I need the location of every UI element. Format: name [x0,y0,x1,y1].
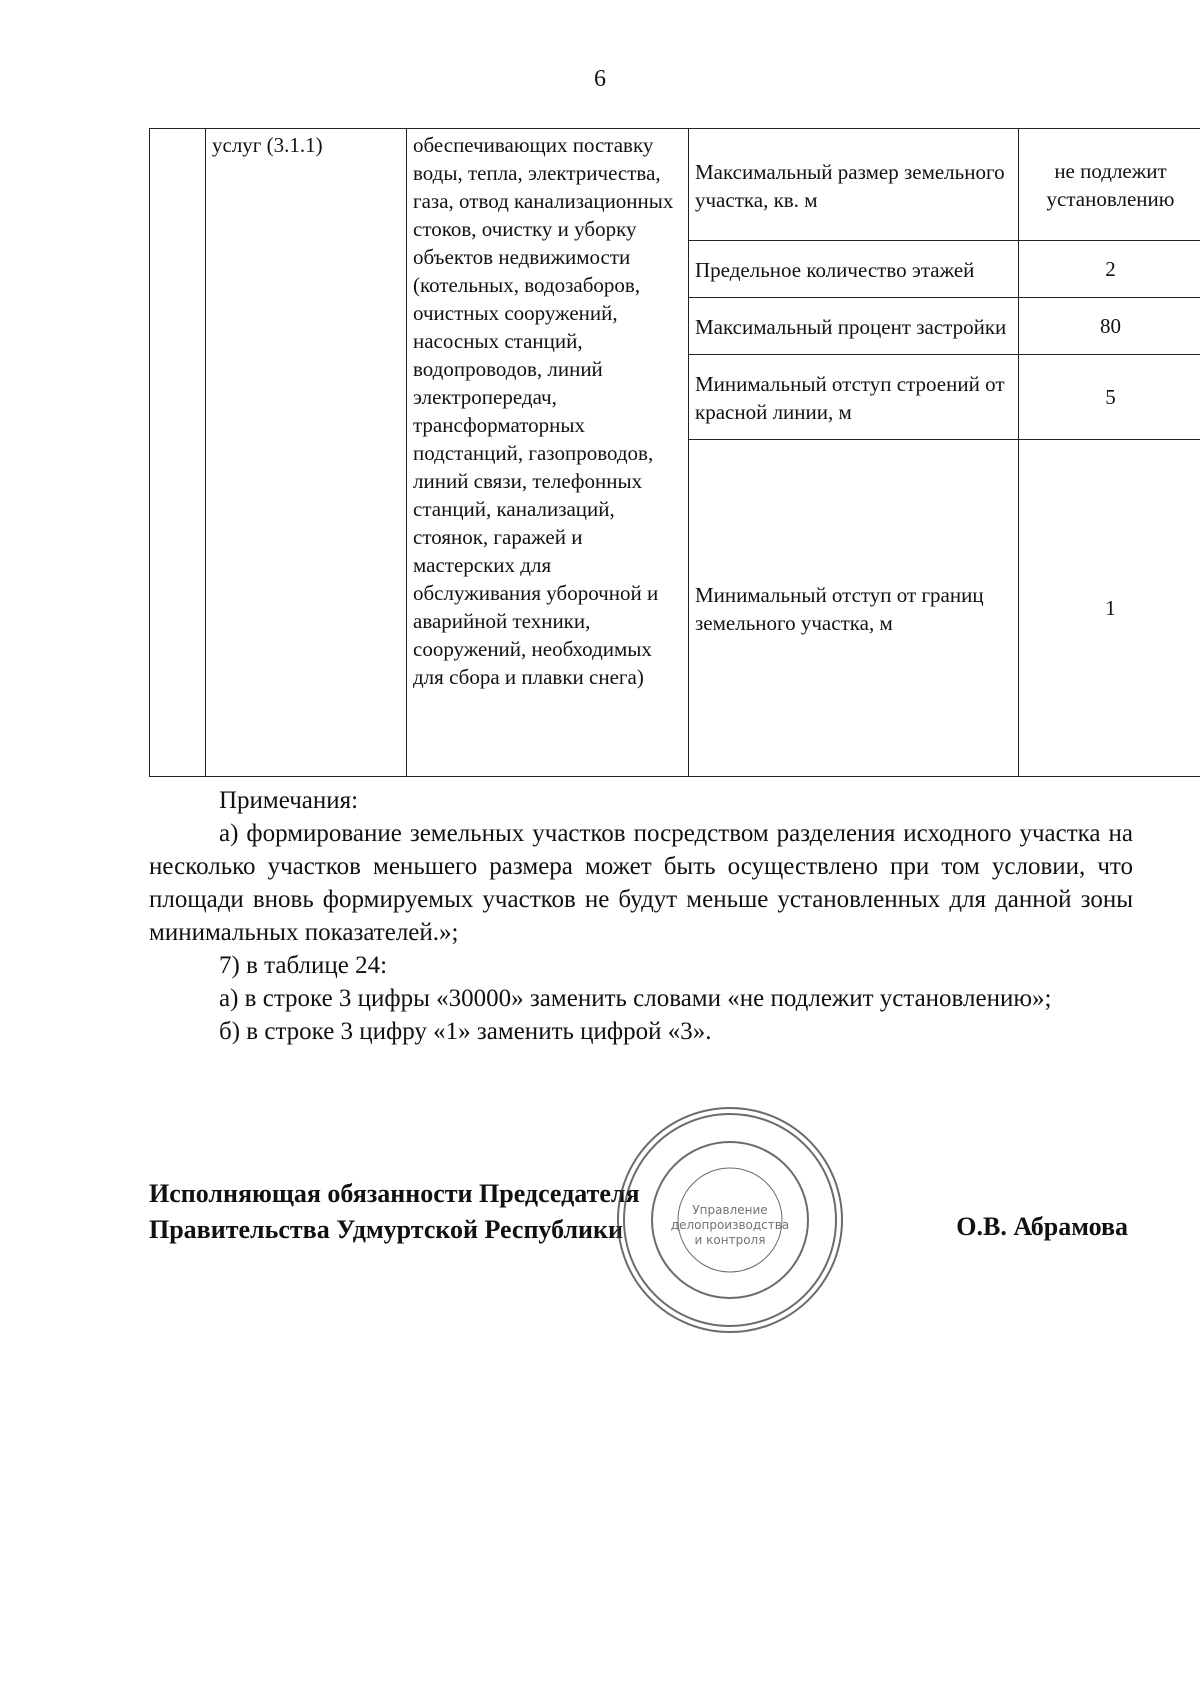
table-cell-value: 80 [1019,298,1200,355]
seal-text-2: делопроизводства [670,1218,790,1232]
table-cell-use-code: услуг (3.1.1) [206,129,407,777]
table-cell-param: Максимальный процент застройки [689,298,1019,355]
table-cell-param: Предельное количество этажей [689,241,1019,298]
notes-heading: Примечания: [219,787,359,814]
table-cell-empty [150,129,206,777]
seal-text-3: и контроля [694,1233,766,1247]
table-cell-value: 5 [1019,355,1200,440]
table-cell-param: Минимальный отступ строений от красной линии, м [689,355,1019,440]
item-7: 7) в таблице 24: [219,952,388,979]
table-cell-value: не подлежит установлению [1019,129,1200,241]
table-cell-value: 2 [1019,241,1200,298]
official-seal-stamp [612,1102,848,1338]
page-number: 6 [594,66,606,92]
regulation-table [149,128,1200,777]
signature-line-2: Правительства Удмуртской Республики [149,1215,623,1244]
table-cell-use-description: обеспечивающих поставку воды, тепла, электричества, газа, отвод канализационных стоков, очистку и уборку объектов недвижимости (котельных, водозаборов, очистных сооружений, насосных станций, водопроводов, линий электропередач, трансформаторных подстанций, газопроводов, линий связи, телефонных станций, канализаций, стоянок, гаражей и мастерских для обслуживания уборочной и аварийной техники, сооружений, необходимых для сбора и плавки снега) [407,129,689,777]
item-7a: а) в строке 3 цифры «30000» заменить словами «не подлежит установлению»; [219,985,1052,1012]
note-a: а) формирование земельных участков посредством разделения исходного участка на несколько участков меньшего размера может быть осуществлено при том условии, что площади вновь формируемых участков не будут меньше установленных для данной зоны минимальных показателей.»; [149,820,1133,946]
table-cell-value: 1 [1019,440,1200,777]
table-cell-param: Минимальный отступ от границ земельного участка, м [689,440,1019,777]
item-7b: б) в строке 3 цифру «1» заменить цифрой «3». [219,1018,712,1045]
table-cell-param: Максимальный размер земельного участка, кв. м [689,129,1019,241]
signature-title [149,1176,640,1248]
signatory-name: О.В. Абрамова [956,1212,1128,1241]
signature-line-1: Исполняющая обязанности Председателя [149,1179,640,1208]
seal-text-1: Управление [692,1203,768,1217]
notes-section [149,784,1133,1048]
